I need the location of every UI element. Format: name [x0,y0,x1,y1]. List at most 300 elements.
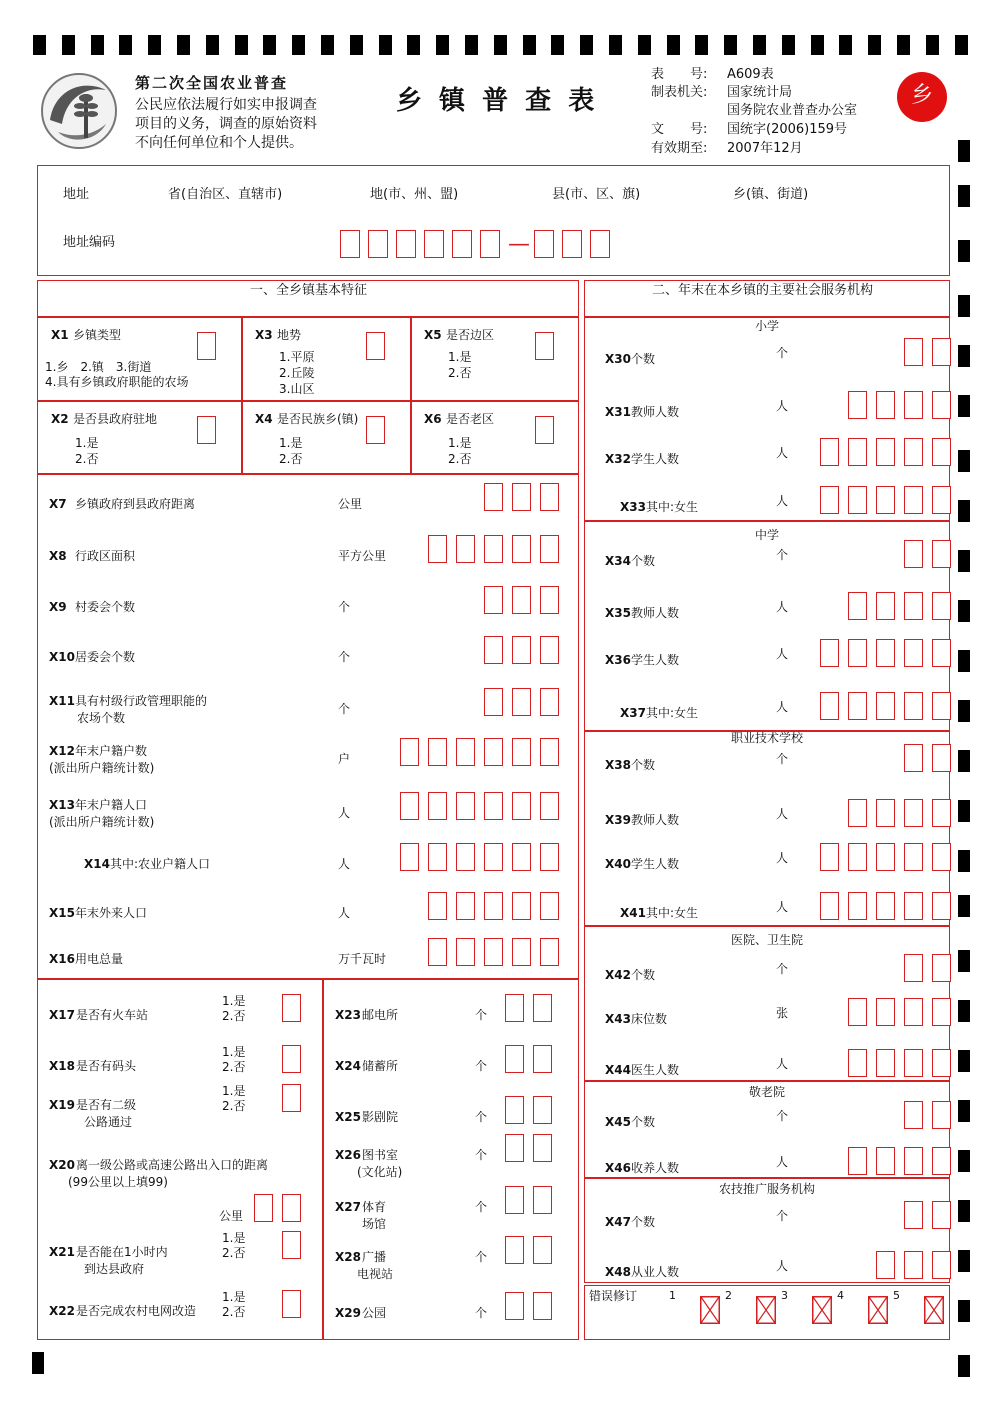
count-entry-box[interactable] [505,1134,524,1162]
service-row-unit: 人 [776,1259,789,1273]
row-unit: 公里 [338,497,363,511]
service-entry-box[interactable] [932,799,951,827]
count-entry-box[interactable] [533,994,552,1022]
count-entry-box[interactable] [533,1186,552,1214]
row-entry-box[interactable] [540,843,559,871]
service-entry-box[interactable] [932,998,951,1026]
row-entry-box[interactable] [540,792,559,820]
grid-option: 2.否 [448,452,472,466]
address-section [37,165,950,276]
service-entry-box[interactable] [904,744,923,772]
grid-answer-box[interactable] [197,332,216,360]
service-entry-box[interactable] [848,486,867,514]
service-row-code: X35 [605,606,631,620]
yesno-label: 是否完成农村电网改造 [76,1304,197,1318]
service-entry-box[interactable] [904,1201,923,1229]
timing-mark-side [958,700,970,722]
service-row-unit: 人 [776,446,789,460]
row-code: X9 [49,600,67,614]
service-entry-box[interactable] [848,639,867,667]
grid-item-code: X5 [424,328,442,342]
divider-line [37,473,579,475]
row-entry-box[interactable] [456,792,475,820]
timing-mark-top [33,35,46,55]
row-entry-box[interactable] [484,483,503,511]
correction-box[interactable] [812,1296,832,1324]
row-label: (派出所户籍统计数) [49,815,155,829]
divider-line [410,316,412,473]
count-code: X28 [335,1250,361,1264]
row-entry-box[interactable] [512,938,531,966]
count-code: X23 [335,1008,361,1022]
correction-number: 3 [781,1289,788,1302]
legal-notice-line: 不向任何单位和个人提供。 [135,135,303,151]
row-entry-box[interactable] [484,586,503,614]
service-entry-box[interactable] [876,438,895,466]
address-code-label: 地址编码 [63,235,116,250]
service-entry-box[interactable] [932,338,951,366]
timing-mark-top [638,35,651,55]
row-entry-box[interactable] [428,938,447,966]
service-entry-box[interactable] [904,338,923,366]
service-entry-box[interactable] [848,391,867,419]
grid-option: 2.否 [448,366,472,380]
row-entry-box[interactable] [456,843,475,871]
count-entry-box[interactable] [505,1292,524,1320]
count-entry-box[interactable] [533,1292,552,1320]
service-entry-box[interactable] [932,391,951,419]
service-entry-box[interactable] [904,1251,923,1279]
yesno-option: 1.是 [222,994,246,1008]
timing-mark-top [350,35,363,55]
service-entry-box[interactable] [876,1251,895,1279]
grid-answer-box[interactable] [535,332,554,360]
count-label: (文化站) [357,1165,403,1179]
service-entry-box[interactable] [876,843,895,871]
row-entry-box[interactable] [484,636,503,664]
row-entry-box[interactable] [428,535,447,563]
service-entry-box[interactable] [932,639,951,667]
row-entry-box[interactable] [540,586,559,614]
grid-option: 4.具有乡镇政府职能的农场 [45,375,189,389]
timing-mark-side [958,1250,970,1272]
meta-label: 有效期至: [651,141,708,156]
timing-mark-side [958,140,970,162]
address-code-box[interactable] [534,230,554,258]
yesno-answer-box[interactable] [282,1084,301,1112]
timing-mark-top [321,35,334,55]
row-entry-box[interactable] [428,843,447,871]
timing-mark-top [811,35,824,55]
section2-frame [584,280,950,1283]
service-entry-box[interactable] [904,692,923,720]
meta-label: 表 号: [651,67,708,82]
group-divider [584,1080,950,1082]
count-label: 储蓄所 [362,1059,399,1073]
service-entry-box[interactable] [904,540,923,568]
service-entry-box[interactable] [848,892,867,920]
service-entry-box[interactable] [932,1147,951,1175]
service-entry-box[interactable] [904,486,923,514]
service-row-unit: 人 [776,647,789,661]
service-row-label: 其中:女生 [646,500,699,514]
section1-title: 一、全乡镇基本特征 [250,283,368,298]
yesno-option: 2.否 [222,1305,246,1319]
timing-mark-top [551,35,564,55]
service-entry-box[interactable] [932,592,951,620]
legal-notice-line: 项目的义务，调查的原始资料 [135,116,317,132]
service-entry-box[interactable] [904,1101,923,1129]
yesno-answer-box[interactable] [282,994,301,1022]
row-entry-box[interactable] [456,738,475,766]
timing-mark-top [263,35,276,55]
timing-mark-top [379,35,392,55]
count-unit: 个 [475,1200,488,1214]
count-entry-box[interactable] [505,1186,524,1214]
service-entry-box[interactable] [876,486,895,514]
row-entry-box[interactable] [484,688,503,716]
row-entry-box[interactable] [456,892,475,920]
service-row-code: X32 [605,452,631,466]
service-entry-box[interactable] [904,1049,923,1077]
address-part-label: 地(市、州、盟) [370,187,459,202]
correction-box[interactable] [756,1296,776,1324]
timing-mark-top [667,35,680,55]
row-code: X11 [49,694,75,708]
service-entry-box[interactable] [848,998,867,1026]
service-entry-box[interactable] [904,639,923,667]
grid-item-code: X3 [255,328,273,342]
timing-mark-side [958,450,970,472]
grid-option: 1.是 [448,436,472,450]
timing-mark-top [235,35,248,55]
address-code-box[interactable] [396,230,416,258]
timing-mark-top [206,35,219,55]
service-entry-box[interactable] [932,744,951,772]
timing-mark-side [958,1050,970,1072]
row-entry-box[interactable] [484,535,503,563]
service-entry-box[interactable] [848,1049,867,1077]
timing-mark-side [958,950,970,972]
service-entry-box[interactable] [876,799,895,827]
row-entry-box[interactable] [540,636,559,664]
service-entry-box[interactable] [848,438,867,466]
service-row-unit: 人 [776,1057,789,1071]
timing-mark-side [958,850,970,872]
service-entry-box[interactable] [876,998,895,1026]
count-label: 电视站 [357,1267,394,1281]
divider-line [37,400,579,402]
row-entry-box[interactable] [400,792,419,820]
service-entry-box[interactable] [820,486,839,514]
row-entry-box[interactable] [540,892,559,920]
yesno-label: (99公里以上填99) [68,1175,168,1189]
row-entry-box[interactable] [456,938,475,966]
service-row-label: 个数 [631,1215,656,1229]
service-entry-box[interactable] [904,438,923,466]
service-entry-box[interactable] [820,843,839,871]
row-entry-box[interactable] [484,892,503,920]
service-row-label: 从业人数 [631,1265,680,1279]
grid-item-code: X4 [255,412,273,426]
stamp-badge: 乡 [897,72,947,122]
service-entry-box[interactable] [820,438,839,466]
row-entry-box[interactable] [540,688,559,716]
service-entry-box[interactable] [820,892,839,920]
address-code-box[interactable] [590,230,610,258]
service-row-unit: 人 [776,399,789,413]
row-unit: 户 [338,752,351,766]
count-entry-box[interactable] [505,1236,524,1264]
group-heading: 中学 [754,528,779,542]
count-label: 图书室 [362,1148,399,1162]
row-entry-box[interactable] [540,535,559,563]
form-title: 乡 镇 普 查 表 [396,86,599,116]
service-row-code: X47 [605,1215,631,1229]
service-entry-box[interactable] [876,1049,895,1077]
service-entry-box[interactable] [820,639,839,667]
service-entry-box[interactable] [848,1147,867,1175]
service-row-label: 教师人数 [631,606,680,620]
service-entry-box[interactable] [876,892,895,920]
row-entry-box[interactable] [400,843,419,871]
grid-option: 1.是 [279,436,303,450]
address-code-box[interactable] [562,230,582,258]
timing-mark-side [958,185,970,207]
row-entry-box[interactable] [428,738,447,766]
grid-option: 1.平原 [279,350,315,364]
count-code: X25 [335,1110,361,1124]
yesno-answer-box[interactable] [282,1045,301,1073]
service-entry-box[interactable] [932,438,951,466]
service-entry-box[interactable] [904,892,923,920]
service-row-label: 学生人数 [631,452,680,466]
row-entry-box[interactable] [540,738,559,766]
row-unit: 个 [338,702,351,716]
row-entry-box[interactable] [484,738,503,766]
service-entry-box[interactable] [932,540,951,568]
address-code-box[interactable] [368,230,388,258]
service-row-code: X31 [605,405,631,419]
row-entry-box[interactable] [512,636,531,664]
yesno-label: 是否有码头 [76,1059,137,1073]
service-entry-box[interactable] [820,692,839,720]
service-row-code: X45 [605,1115,631,1129]
service-entry-box[interactable] [904,391,923,419]
service-row-unit: 人 [776,600,789,614]
timing-mark-top [494,35,507,55]
service-row-code: X34 [605,554,631,568]
count-unit: 个 [475,1148,488,1162]
service-row-unit: 人 [776,807,789,821]
timing-mark-side [958,1355,970,1377]
service-row-unit: 个 [776,346,789,360]
timing-mark-top [177,35,190,55]
distance-unit: 公里 [219,1209,244,1223]
row-entry-box[interactable] [456,535,475,563]
correction-box[interactable] [868,1296,888,1324]
row-entry-box[interactable] [512,535,531,563]
service-row-unit: 人 [776,700,789,714]
yesno-option: 2.否 [222,1060,246,1074]
row-entry-box[interactable] [484,938,503,966]
address-code-box[interactable] [340,230,360,258]
service-entry-box[interactable] [932,486,951,514]
address-code-box[interactable] [452,230,472,258]
yesno-label: 是否有火车站 [76,1008,149,1022]
correction-box[interactable] [700,1296,720,1324]
yesno-code: X18 [49,1059,75,1073]
count-entry-box[interactable] [533,1134,552,1162]
service-row-label: 个数 [631,352,656,366]
service-entry-box[interactable] [904,843,923,871]
service-entry-box[interactable] [932,843,951,871]
timing-mark-side [958,1100,970,1122]
row-code: X14 [84,857,110,871]
meta-value: A609表 [727,67,774,82]
timing-mark-top [753,35,766,55]
timing-mark-side [958,395,970,417]
address-code-dash: — [508,232,530,257]
timing-mark-top [609,35,622,55]
count-unit: 个 [475,1008,488,1022]
service-entry-box[interactable] [904,1147,923,1175]
service-row-label: 个数 [631,554,656,568]
count-entry-box[interactable] [533,1045,552,1073]
row-entry-box[interactable] [512,892,531,920]
address-code-box[interactable] [424,230,444,258]
row-entry-box[interactable] [400,738,419,766]
service-row-code: X46 [605,1161,631,1175]
service-row-code: X39 [605,813,631,827]
correction-box[interactable] [924,1296,944,1324]
row-entry-box[interactable] [512,792,531,820]
service-entry-box[interactable] [932,692,951,720]
count-code: X24 [335,1059,361,1073]
yesno-option: 1.是 [222,1045,246,1059]
service-entry-box[interactable] [848,692,867,720]
row-entry-box[interactable] [428,892,447,920]
address-label: 地址 [63,187,90,202]
service-row-code: X41 [620,906,646,920]
yesno-code: X17 [49,1008,75,1022]
service-row-unit: 个 [776,548,789,562]
row-entry-box[interactable] [540,938,559,966]
grid-item-label: 是否边区 [446,328,495,342]
service-entry-box[interactable] [932,892,951,920]
timing-mark-top [868,35,881,55]
correction-number: 5 [893,1289,900,1302]
count-unit: 个 [475,1250,488,1264]
row-entry-box[interactable] [540,483,559,511]
count-code: X29 [335,1306,361,1320]
service-entry-box[interactable] [932,954,951,982]
service-entry-box[interactable] [904,954,923,982]
service-entry-box[interactable] [876,1147,895,1175]
row-entry-box[interactable] [428,792,447,820]
row-unit: 人 [338,857,351,871]
count-unit: 个 [475,1306,488,1320]
row-entry-box[interactable] [512,586,531,614]
correction-number: 1 [669,1289,676,1302]
row-entry-box[interactable] [512,843,531,871]
service-entry-box[interactable] [932,1201,951,1229]
grid-answer-box[interactable] [366,416,385,444]
yesno-label: 是否能在1小时内 [76,1245,168,1259]
grid-answer-box[interactable] [535,416,554,444]
service-entry-box[interactable] [876,391,895,419]
service-row-code: X40 [605,857,631,871]
service-entry-box[interactable] [904,592,923,620]
yesno-label: 离一级公路或高速公路出入口的距离 [76,1158,269,1172]
count-entry-box[interactable] [505,1096,524,1124]
distance-box[interactable] [282,1194,301,1222]
service-row-unit: 个 [776,1209,789,1223]
service-row-code: X44 [605,1063,631,1077]
timing-mark-top [839,35,852,55]
service-entry-box[interactable] [876,692,895,720]
yesno-answer-box[interactable] [282,1290,301,1318]
count-unit: 个 [475,1059,488,1073]
timing-mark-top [62,35,75,55]
timing-mark-side [958,295,970,317]
service-row-label: 教师人数 [631,405,680,419]
timing-mark-top [724,35,737,55]
yesno-code: X22 [49,1304,75,1318]
row-entry-box[interactable] [512,483,531,511]
row-entry-box[interactable] [484,792,503,820]
service-entry-box[interactable] [904,998,923,1026]
service-entry-box[interactable] [904,799,923,827]
row-code: X7 [49,497,67,511]
row-entry-box[interactable] [512,738,531,766]
row-entry-box[interactable] [512,688,531,716]
service-entry-box[interactable] [932,1251,951,1279]
count-entry-box[interactable] [533,1096,552,1124]
address-part-label: 乡(镇、街道) [733,187,809,202]
grid-option: 1.是 [75,436,99,450]
timing-mark-side [958,500,970,522]
service-entry-box[interactable] [848,592,867,620]
service-entry-box[interactable] [876,639,895,667]
meta-label: 文 号: [651,122,708,137]
service-entry-box[interactable] [876,592,895,620]
count-unit: 个 [475,1110,488,1124]
row-entry-box[interactable] [484,843,503,871]
service-row-code: X36 [605,653,631,667]
timing-mark-side [958,750,970,772]
service-entry-box[interactable] [932,1049,951,1077]
service-entry-box[interactable] [848,843,867,871]
grid-answer-box[interactable] [197,416,216,444]
address-code-box[interactable] [480,230,500,258]
section2-title: 二、年末在本乡镇的主要社会服务机构 [652,283,874,298]
count-entry-box[interactable] [505,1045,524,1073]
row-unit: 个 [338,650,351,664]
service-entry-box[interactable] [848,799,867,827]
service-row-code: X33 [620,500,646,514]
count-entry-box[interactable] [505,994,524,1022]
distance-box[interactable] [254,1194,273,1222]
grid-answer-box[interactable] [366,332,385,360]
yesno-answer-box[interactable] [282,1231,301,1259]
grid-item-label: 地势 [277,328,302,342]
service-entry-box[interactable] [932,1101,951,1129]
row-label: 居委会个数 [75,650,136,664]
row-code: X12 [49,744,75,758]
meta-value: 国统字(2006)159号 [727,122,848,137]
count-entry-box[interactable] [533,1236,552,1264]
